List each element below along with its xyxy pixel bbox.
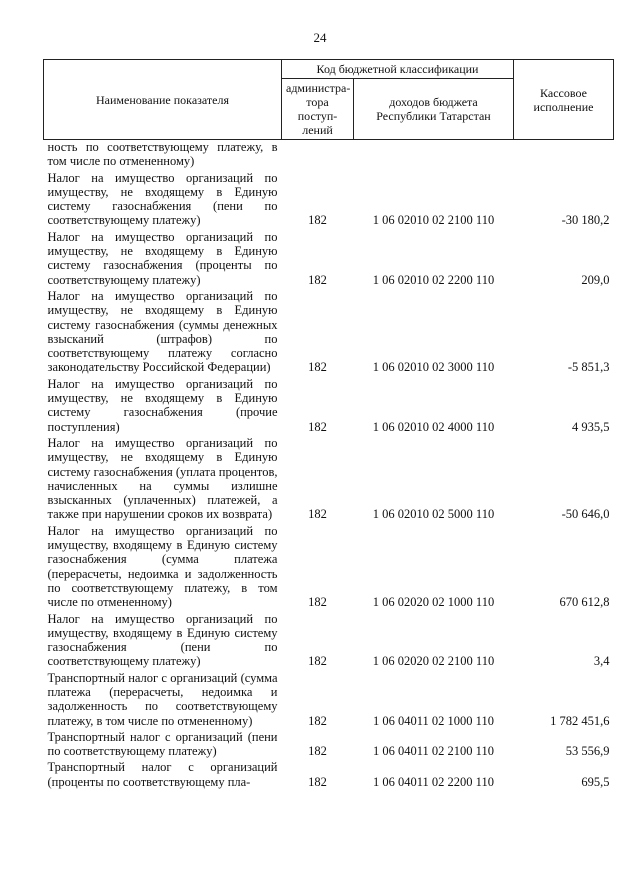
row-admin: 182 bbox=[308, 507, 327, 522]
row-code: 1 06 02010 02 2100 110 bbox=[372, 213, 495, 228]
row-name: Налог на имущество организаций по имуществу, не входящему в Единую систему газоснабжения (пени по соответствующему платежу) bbox=[47, 170, 278, 228]
row-admin: 182 bbox=[308, 595, 327, 610]
row-amount bbox=[514, 140, 614, 170]
table-header bbox=[44, 60, 614, 140]
row-name: Налог на имущество организаций по имуществу, не входящему в Единую систему газоснабжения (уплата процентов, начисленных на суммы излишне взысканных (уплаченных) платежей, а также при нарушении сроков их возврата) bbox=[47, 435, 278, 522]
table-row bbox=[44, 229, 614, 288]
row-code bbox=[354, 140, 514, 170]
table-row bbox=[44, 376, 614, 435]
row-code: 1 06 04011 02 2200 110 bbox=[373, 774, 494, 789]
header-indicator-name: Наименование показателя bbox=[44, 60, 282, 140]
row-admin: 182 bbox=[308, 654, 327, 669]
row-code: 1 06 02020 02 1000 110 bbox=[372, 595, 495, 610]
row-name: ность по соответствующему платежу, в том числе по отмененному) bbox=[47, 140, 278, 169]
row-code: 1 06 04011 02 2100 110 bbox=[373, 744, 494, 759]
row-amount: 3,4 bbox=[593, 654, 610, 669]
table-row bbox=[44, 170, 614, 229]
row-name: Налог на имущество организаций по имуществу, не входящему в Единую систему газоснабжения (прочие поступления) bbox=[47, 376, 278, 434]
table-row bbox=[44, 523, 614, 611]
row-admin: 182 bbox=[308, 360, 327, 375]
row-amount: -30 180,2 bbox=[561, 213, 610, 228]
row-admin: 182 bbox=[308, 774, 327, 789]
row-admin: 182 bbox=[308, 419, 327, 434]
row-name: Налог на имущество организаций по имуществу, входящему в Единую систему газоснабжения (сумма платежа (перерасчеты, недоимка и задолженность по соответствующему платежу, в том числе по отмененному) bbox=[47, 523, 278, 610]
row-amount: 695,5 bbox=[581, 774, 610, 789]
row-amount: -5 851,3 bbox=[567, 360, 610, 375]
header-cash-execution: Кассовое исполнение bbox=[514, 60, 614, 140]
row-admin: 182 bbox=[308, 713, 327, 728]
row-code: 1 06 02010 02 2200 110 bbox=[372, 272, 495, 287]
row-admin: 182 bbox=[308, 213, 327, 228]
row-amount: -50 646,0 bbox=[561, 507, 610, 522]
row-admin bbox=[282, 140, 354, 170]
row-code: 1 06 02010 02 3000 110 bbox=[372, 360, 495, 375]
row-code: 1 06 02020 02 2100 110 bbox=[372, 654, 495, 669]
row-name: Налог на имущество организаций по имуществу, не входящему в Единую систему газоснабжения (суммы денежных взысканий (штрафов) по соответствующему платежу согласно законодательству Российской Федерации) bbox=[47, 288, 278, 375]
table-row bbox=[44, 611, 614, 670]
table-row bbox=[44, 729, 614, 760]
header-revenue-code: доходов бюджета Республики Татарстан bbox=[354, 79, 514, 140]
row-code: 1 06 04011 02 1000 110 bbox=[373, 713, 494, 728]
row-amount: 4 935,5 bbox=[572, 419, 610, 434]
row-name: Транспортный налог с организаций (проценты по соответствующему пла- bbox=[47, 760, 278, 789]
header-revenue-administrator: администра-тора поступ-лений bbox=[282, 79, 354, 140]
page-number: 24 bbox=[313, 30, 327, 45]
row-amount: 670 612,8 bbox=[559, 595, 610, 610]
header-budget-classification-code: Код бюджетной классификации bbox=[282, 60, 514, 79]
table-row bbox=[44, 670, 614, 729]
table-body bbox=[44, 140, 614, 791]
row-admin: 182 bbox=[308, 272, 327, 287]
row-amount: 53 556,9 bbox=[565, 744, 610, 759]
table-row bbox=[44, 759, 614, 790]
table-row bbox=[44, 140, 614, 170]
row-code: 1 06 02010 02 5000 110 bbox=[372, 507, 495, 522]
table-row bbox=[44, 435, 614, 523]
row-amount: 1 782 451,6 bbox=[550, 713, 610, 728]
row-name: Налог на имущество организаций по имуществу, входящему в Единую систему газоснабжения (пени по соответствующему платежу) bbox=[47, 611, 278, 669]
row-name: Налог на имущество организаций по имуществу, не входящему в Единую систему газоснабжения (проценты по соответствующему платежу) bbox=[47, 229, 278, 287]
row-name: Транспортный налог с организаций (пени по соответствующему платежу) bbox=[47, 729, 278, 759]
row-name: Транспортный налог с организаций (сумма платежа (перерасчеты, недоимка и задолженность по соответствующему платежу, в том числе по отмененному) bbox=[47, 670, 278, 728]
table-row bbox=[44, 288, 614, 376]
row-admin: 182 bbox=[308, 744, 327, 759]
row-amount: 209,0 bbox=[581, 272, 610, 287]
row-code: 1 06 02010 02 4000 110 bbox=[372, 419, 495, 434]
budget-execution-table bbox=[43, 59, 614, 790]
